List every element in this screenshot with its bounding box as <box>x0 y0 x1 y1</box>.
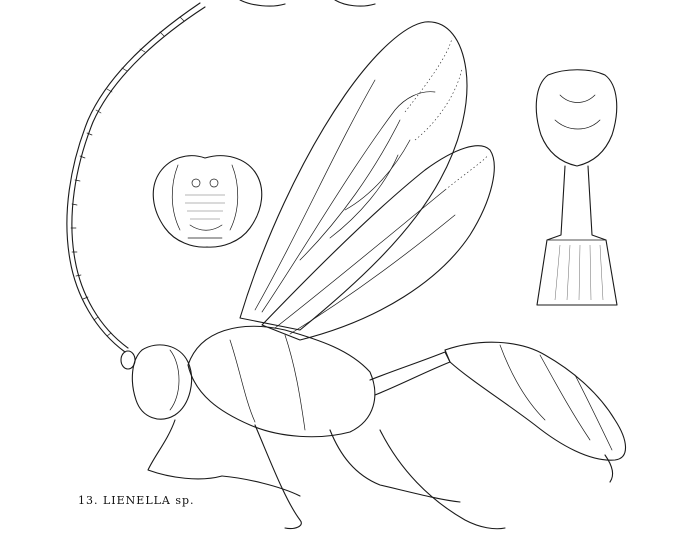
body-lateral-view <box>132 326 625 528</box>
antenna-segments <box>71 17 184 336</box>
propodeum-petiole-view <box>536 70 617 305</box>
forewing <box>240 22 467 330</box>
antenna <box>67 3 205 369</box>
figure-caption: 13. LIENELLA sp. <box>78 494 195 507</box>
cropped-top-fragments <box>240 0 375 6</box>
head-front-view <box>153 156 261 247</box>
hindwing <box>262 146 494 340</box>
